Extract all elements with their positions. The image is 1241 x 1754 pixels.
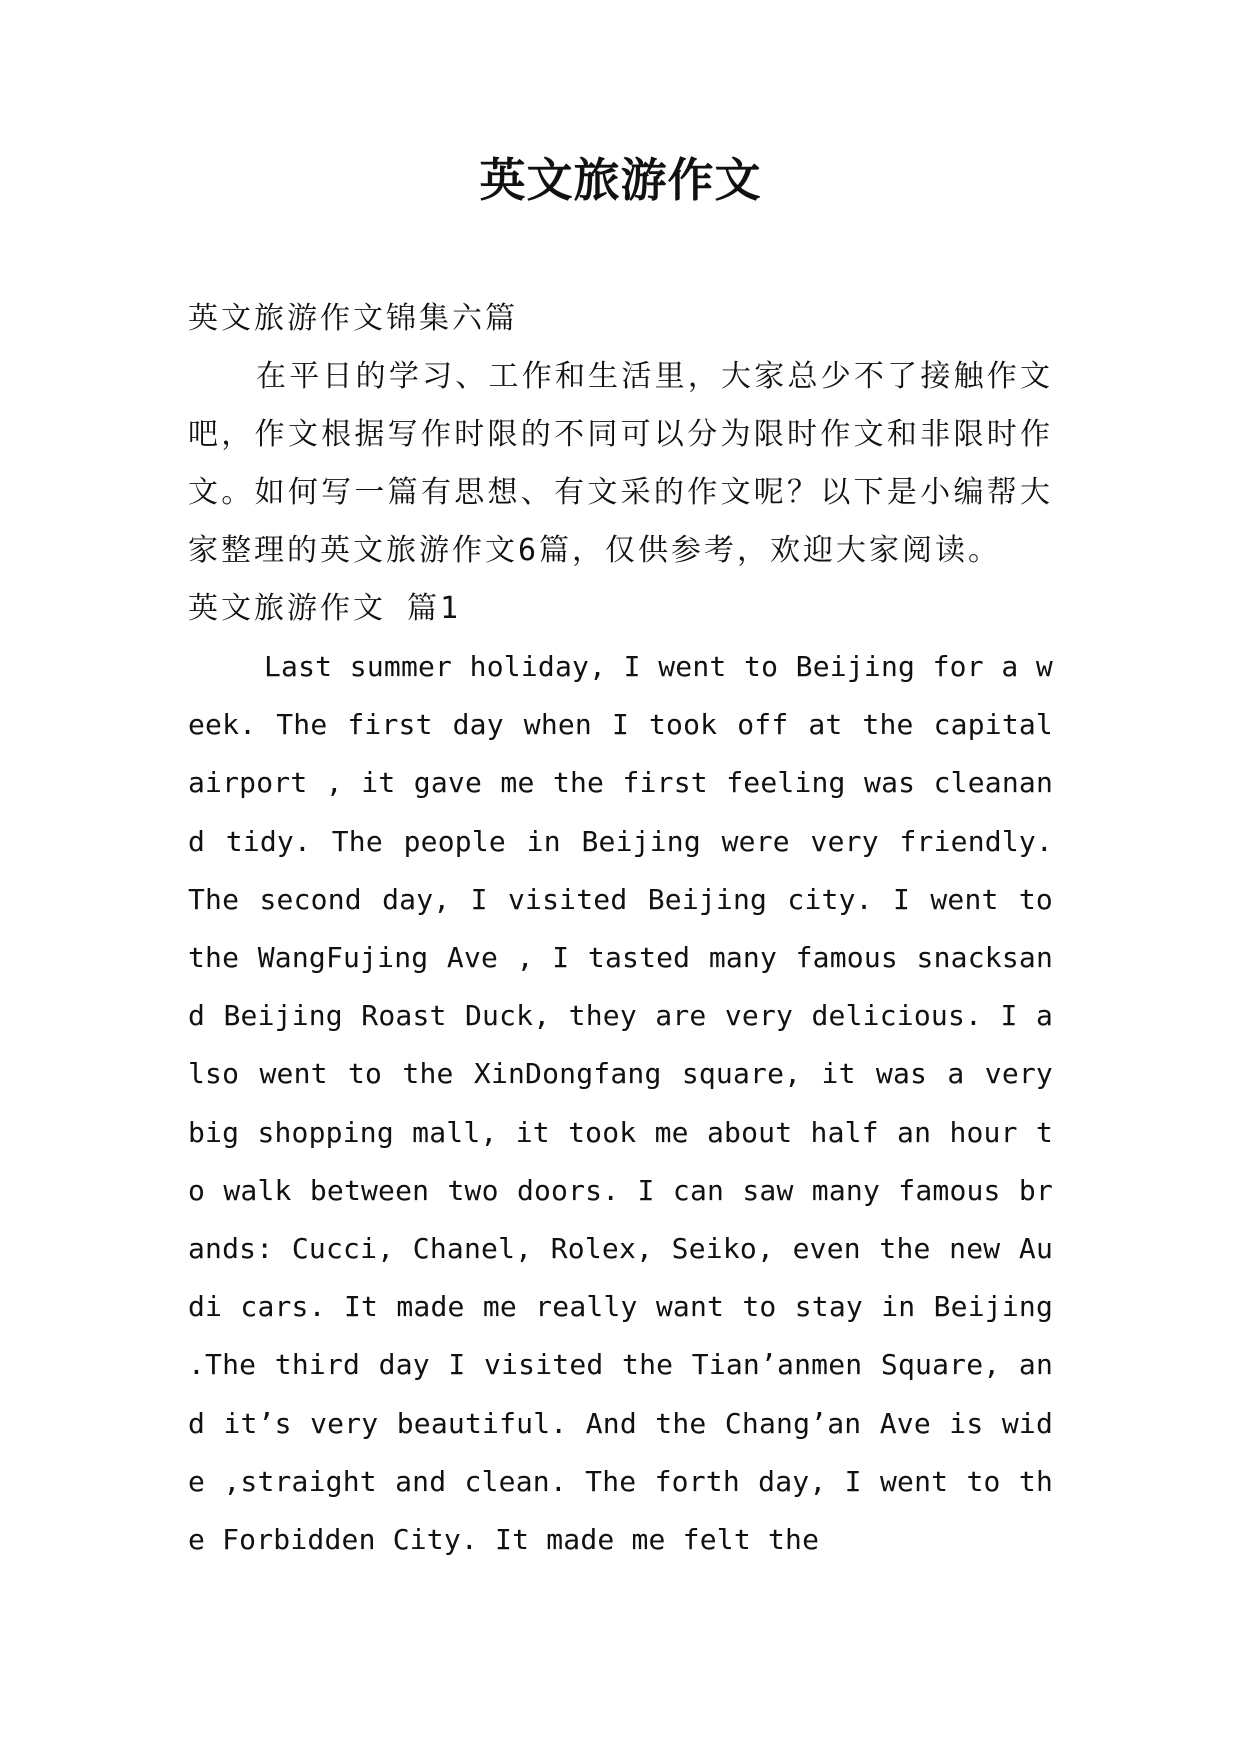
document-body [188,290,1053,1569]
intro-paragraph: 在平日的学习、工作和生活里，大家总少不了接触作文吧，作文根据写作时限的不同可以分为限时作文和非限时作文。如何写一篇有思想、有文采的作文呢？以下是小编帮大家整理的英文旅游作文6篇，仅供参考，欢迎大家阅读。 [188,359,1053,568]
section-heading: 英文旅游作文 篇1 [188,591,462,626]
document-title: 英文旅游作文 [479,153,762,207]
essay-paragraph: Last summer holiday, I went to Beijing for a week. The first day when I took off at the capital airport , it gave me the first feeling was cleanand tidy. The people in Beijing were very friendly. The second day, I visited Beijing city. I went to the WangFujing Ave , I tasted many famous snacksand Beijing Roast Duck, they are very delicious. I also went to the XinDongfang square, it was a very big shopping mall, it took me about half an hour to walk between two doors. I can saw many famous brands: Cucci, Chanel, Rolex, Seiko, even the new Audi cars. It made me really want to stay in Beijing .The third day I visited the Tian’anmen Square, and it’s very beautiful. And the Chang’an Ave is wide ,straight and clean. The forth day, I went to the Forbidden City. It made me felt the [188,650,1053,1557]
document-subtitle: 英文旅游作文锦集六篇 [188,301,518,336]
